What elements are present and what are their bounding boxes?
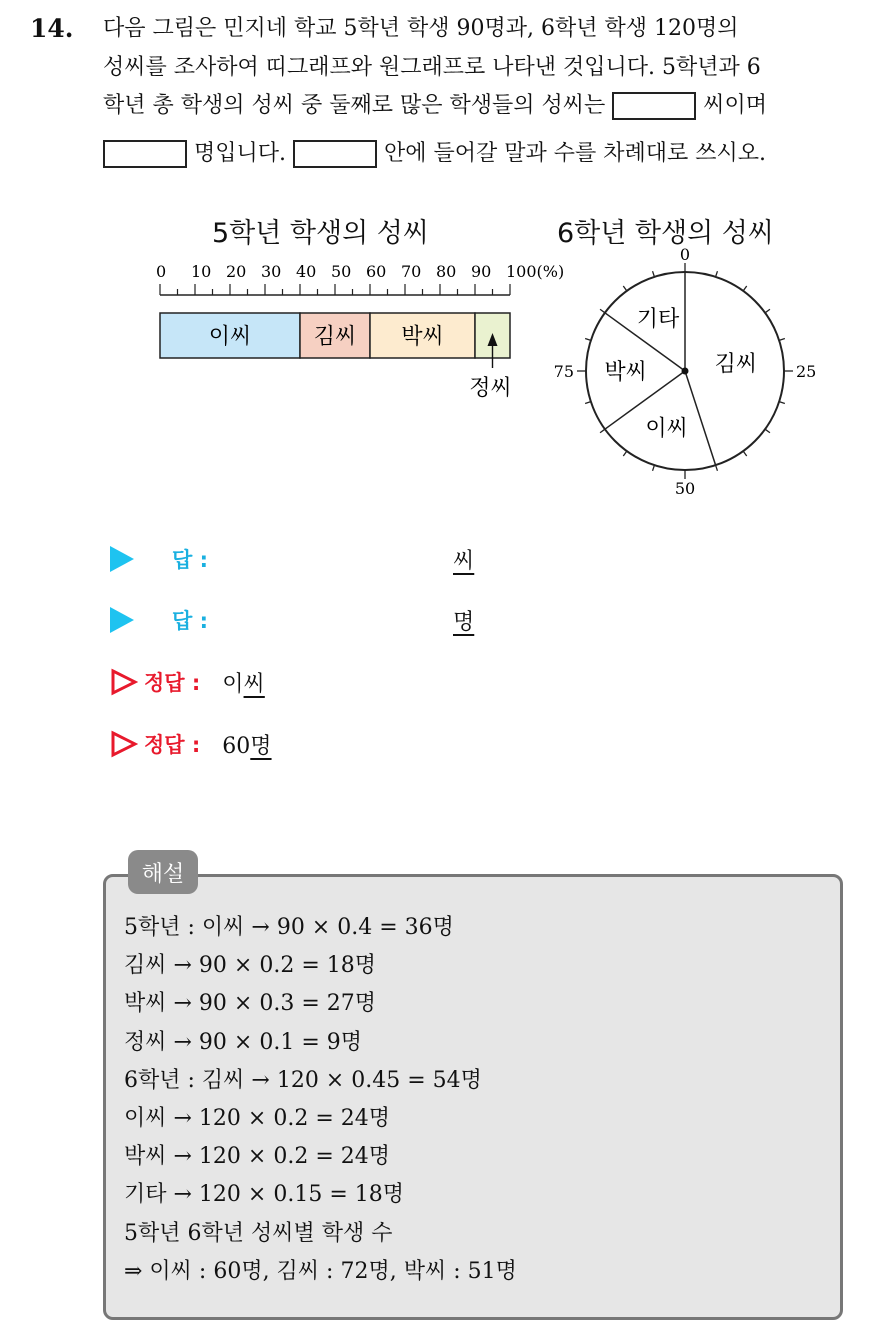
play-triangle-icon: [110, 607, 134, 633]
ruler-tick-label: 50: [331, 262, 352, 281]
outline-triangle-icon: [110, 668, 138, 696]
ruler-tick-label: 70: [401, 262, 422, 281]
correct-answer-row-1: [110, 662, 265, 702]
ruler-tick-label: 60: [366, 262, 387, 281]
question-number: 14.: [30, 14, 74, 43]
explanation-line: 5학년 : 이씨 → 90 × 0.4 = 36명: [124, 915, 454, 940]
pie-tick: [779, 402, 785, 404]
pie-tick: [653, 465, 655, 471]
ruler-tick-label: 0: [156, 262, 167, 281]
answer-label: 답 :: [172, 548, 208, 572]
pie-tick: [743, 286, 747, 291]
pie-chart: [554, 245, 817, 498]
ruler-tick-label: 80: [436, 262, 457, 281]
pie-tick: [623, 451, 627, 456]
pie-slice-label: 기타: [636, 307, 680, 333]
pie-slice-label: 김씨: [714, 351, 758, 377]
band-chart: [156, 262, 564, 401]
explanation-lines: [124, 909, 517, 1291]
explanation-line: 6학년 : 김씨 → 120 × 0.45 = 54명: [124, 1067, 482, 1093]
pie-tick: [600, 309, 605, 313]
answer-label: 답 :: [172, 609, 208, 633]
pie-tick: [585, 402, 591, 404]
pie-chart-title: 6학년 학생의 성씨: [557, 218, 774, 249]
explanation-tab: 해설: [128, 850, 198, 894]
correct-label: 정답 :: [144, 671, 201, 695]
play-triangle-icon: [110, 546, 134, 572]
explanation-line: ⇒ 이씨 : 60명, 김씨 : 72명, 박씨 : 51명: [124, 1258, 517, 1284]
pie-tick: [743, 451, 747, 456]
answer-unit-2: 명: [453, 609, 475, 635]
explanation-line: 이씨 → 120 × 0.2 = 24명: [124, 1106, 390, 1132]
explanation-line: 박씨 → 120 × 0.2 = 24명: [124, 1144, 390, 1170]
correct-answer-1: [222, 667, 265, 698]
pie-scale-label: 25: [796, 362, 817, 381]
band-annotation: 정씨: [469, 376, 512, 401]
band-label: 박씨: [401, 324, 444, 350]
question-line-1: 다음 그림은 민지네 학교 5학년 학생 90명과, 6학년 학생 120명의: [103, 16, 739, 41]
correct-answer-row-2: [110, 724, 272, 764]
ruler-tick-label: 10: [191, 262, 212, 281]
explanation-line: 박씨 → 90 × 0.3 = 27명: [124, 991, 376, 1017]
pie-slice-label: 박씨: [604, 360, 647, 385]
ruler-tick-label: 90: [471, 262, 492, 281]
question-line-4-suffix: 안에 들어갈 말과 수를 차례대로 쓰시오.: [384, 141, 767, 166]
pie-tick: [716, 271, 718, 277]
explanation-line: 기타 → 120 × 0.15 = 18명: [124, 1182, 404, 1208]
correct-answer-1-value: 이: [222, 671, 244, 697]
charts-svg: [0, 0, 884, 500]
explanation-line: 정씨 → 90 × 0.1 = 9명: [124, 1029, 362, 1055]
question-line-2: 성씨를 조사하여 띠그래프와 원그래프로 나타낸 것입니다. 5학년과 6: [103, 55, 761, 80]
correct-answer-1-unit: 씨: [243, 671, 265, 697]
pie-tick: [585, 339, 591, 341]
question-line-3-text: 학년 총 학생의 성씨 중 둘째로 많은 학생들의 성씨는: [103, 93, 606, 118]
answer-row-2: [110, 600, 475, 640]
question-line-4-text: 명입니다.: [194, 141, 287, 166]
band-chart-title: 5학년 학생의 성씨: [212, 218, 429, 249]
pie-tick: [716, 465, 718, 471]
ruler-tick-label: 30: [261, 262, 282, 281]
pie-tick: [779, 339, 785, 341]
pie-tick: [623, 286, 627, 291]
pie-tick: [765, 309, 770, 313]
correct-answer-2-unit: 명: [250, 733, 272, 759]
answer-unit-1: 씨: [453, 548, 475, 574]
pie-center-dot: [682, 368, 689, 375]
pie-tick: [765, 429, 770, 433]
explanation-line: 김씨 → 90 × 0.2 = 18명: [124, 953, 376, 979]
outline-triangle-icon: [110, 730, 138, 758]
band-label: 김씨: [313, 324, 357, 350]
pie-scale-label: 50: [674, 479, 696, 498]
question-line-3-suffix: 씨이며: [703, 93, 768, 118]
pie-scale-label: 75: [553, 362, 574, 381]
pie-tick: [600, 429, 605, 433]
ruler-tick-label: 100(%): [506, 262, 565, 281]
correct-answer-2: [222, 729, 271, 760]
pie-slice-label: 이씨: [645, 416, 688, 442]
pie-scale-label: 0: [679, 245, 691, 264]
correct-answer-2-value: 60: [222, 733, 251, 759]
ruler-tick-label: 20: [226, 262, 247, 281]
correct-label: 정답 :: [144, 733, 201, 757]
band-label: 이씨: [208, 324, 252, 350]
ruler-tick-label: 40: [296, 262, 317, 281]
pie-tick: [653, 271, 655, 277]
answer-row-1: [110, 539, 475, 579]
explanation-line: 5학년 6학년 성씨별 학생 수: [124, 1220, 393, 1246]
